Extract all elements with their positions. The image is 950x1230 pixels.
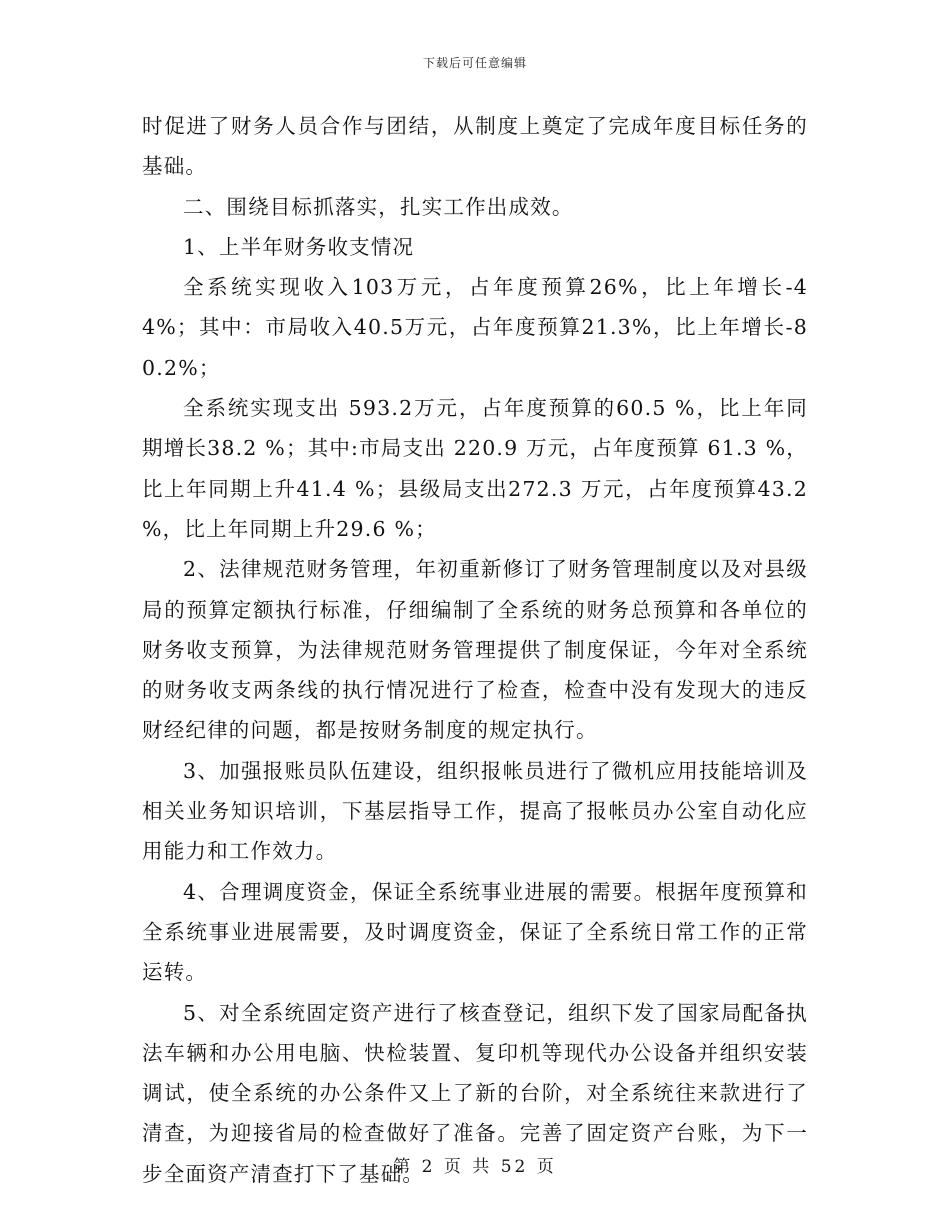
paragraph-item-3: 3、加强报账员队伍建设，组织报帐员进行了微机应用技能培训及相关业务知识培训，下基层指导工作，提高了报帐员办公室自动化应用能力和工作效力。 [142,758,808,864]
page-number: 第 2 页 共 52 页 [393,1157,557,1177]
paragraph-item-2: 2、法律规范财务管理，年初重新修订了财务管理制度以及对县级局的预算定额执行标准，仔细编制了全系统的财务总预算和各单位的财务收支预算，为法律规范财务管理提供了制度保证，今年对全系统的财务收支两条线的执行情况进行了检查，检查中没有发现大的违反财经纪律的问题，都是按财务制度的规定执行。 [142,557,808,743]
paragraph-expense: 全系统实现支出 593.2万元，占年度预算的60.5 %，比上年同期增长38.2 %；其中:市局支出 220.9 万元，占年度预算 61.3 %，比上年同期上升41.4 %；县级局支出272.3 万元，占年度预算43.2 %，比上年同期上升29.6 %； [142,396,808,541]
paragraph-income: 全系统实现收入103万元，占年度预算26%，比上年增长-44%；其中：市局收入40.5万元，占年度预算21.3%，比上年增长-80.2%； [142,275,808,380]
page-header: 下载后可任意编辑 [422,56,527,70]
paragraph-item-5: 5、对全系统固定资产进行了核查登记，组织下发了国家局配备执法车辆和办公用电脑、快检装置、复印机等现代办公设备并组织安装调试，使全系统的办公条件又上了新的台阶，对全系统往来款进行了清查，为迎接省局的检查做好了准备。完善了固定资产台账，为下一步全面资产清查打下了基础。 [142,1000,808,1186]
document-body [142,106,808,1194]
paragraph-continuation: 时促进了财务人员合作与团结，从制度上奠定了完成年度目标任务的基础。 [142,114,808,179]
section-heading-two: 二、围绕目标抓落实，扎实工作出成效。 [183,194,574,219]
paragraph-item-4: 4、合理调度资金，保证全系统事业进展的需要。根据年度预算和全系统事业进展需要，及时调度资金，保证了全系统日常工作的正常运转。 [142,879,808,985]
subheading-income-expense: 1、上半年财务收支情况 [183,234,415,259]
